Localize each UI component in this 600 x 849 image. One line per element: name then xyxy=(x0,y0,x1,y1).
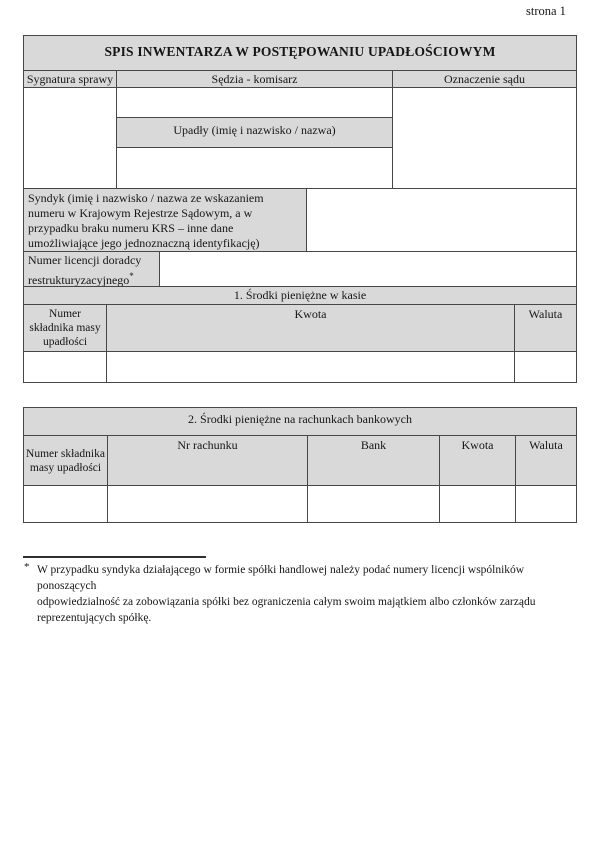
bank-name-cell[interactable] xyxy=(308,486,440,522)
footnote-line-2: odpowiedzialność za zobowiązania spółki bez ograniczenia całym swoim majątkiem albo członków zarządu xyxy=(37,596,536,608)
footnote-line-1: W przypadku syndyka działającego w formie spółki handlowej należy podać numery licencji wspólników ponoszących xyxy=(37,564,525,592)
license-label-text: Numer licencji doradcy restrukturyzacyjnego xyxy=(28,253,142,286)
footnote-line-3: reprezentujących spółkę. xyxy=(37,612,152,624)
license-number-field[interactable] xyxy=(160,252,576,286)
top-header-row xyxy=(24,71,576,88)
section2-title-row xyxy=(24,408,576,436)
top-body-row xyxy=(24,88,576,189)
bank-currency-cell[interactable] xyxy=(516,486,576,522)
license-label xyxy=(24,252,160,286)
court-header: Oznaczenie sądu xyxy=(393,71,576,87)
cash-amount-cell[interactable] xyxy=(107,352,515,382)
page-number: strona 1 xyxy=(526,4,566,18)
judge-header: Sędzia - komisarz xyxy=(117,71,393,87)
footnote-marker: * xyxy=(24,561,30,573)
bank-amount-cell[interactable] xyxy=(440,486,516,522)
cash-amount-header: Kwota xyxy=(107,305,515,351)
trustee-field[interactable] xyxy=(307,189,576,251)
bank-currency-header: Waluta xyxy=(516,436,576,485)
trustee-row xyxy=(24,189,576,252)
bank-table-header-row xyxy=(24,436,576,486)
section2-title: 2. Środki pieniężne na rachunkach bankowych xyxy=(188,412,412,426)
cash-currency-cell[interactable] xyxy=(515,352,576,382)
license-footnote-marker: * xyxy=(129,270,134,281)
form-title: SPIS INWENTARZA W POSTĘPOWANIU UPADŁOŚCIOWYM xyxy=(104,44,496,59)
bank-asset-number-cell[interactable] xyxy=(24,486,108,522)
cash-table-header-row xyxy=(24,305,576,352)
footnote xyxy=(23,556,577,626)
case-number-header: Sygnatura sprawy xyxy=(24,71,117,87)
bank-accounts-table xyxy=(23,407,577,523)
bank-account-number-cell[interactable] xyxy=(108,486,308,522)
case-number-field[interactable] xyxy=(24,88,117,188)
section1-title-row xyxy=(24,287,576,305)
footnote-separator-line xyxy=(23,556,206,558)
footnote-body xyxy=(23,562,577,626)
trustee-label: Syndyk (imię i nazwisko / nazwa ze wskazaniem numeru w Krajowym Rejestrze Sądowym, a w przypadku braku numeru KRS – inne dane umożliwiające jego jednoznaczną identyfikację) xyxy=(24,189,307,251)
cash-asset-number-cell[interactable] xyxy=(24,352,107,382)
form-title-row xyxy=(24,36,576,71)
bank-table-data-row xyxy=(24,486,576,522)
debtor-label: Upadły (imię i nazwisko / nazwa) xyxy=(117,118,392,148)
license-row xyxy=(24,252,576,287)
cash-asset-number-header: Numer składnika masy upadłości xyxy=(24,305,107,351)
main-form-table xyxy=(23,35,577,383)
bank-account-number-header: Nr rachunku xyxy=(108,436,308,485)
judge-field[interactable] xyxy=(117,88,392,118)
cash-currency-header: Waluta xyxy=(515,305,576,351)
court-field[interactable] xyxy=(393,88,576,188)
section1-title: 1. Środki pieniężne w kasie xyxy=(233,288,367,302)
bank-asset-number-header: Numer składnika masy upadłości xyxy=(24,436,108,485)
bank-amount-header: Kwota xyxy=(440,436,516,485)
cash-table-data-row xyxy=(24,352,576,382)
judge-debtor-column xyxy=(117,88,393,188)
debtor-field[interactable] xyxy=(117,148,392,188)
bank-name-header: Bank xyxy=(308,436,440,485)
